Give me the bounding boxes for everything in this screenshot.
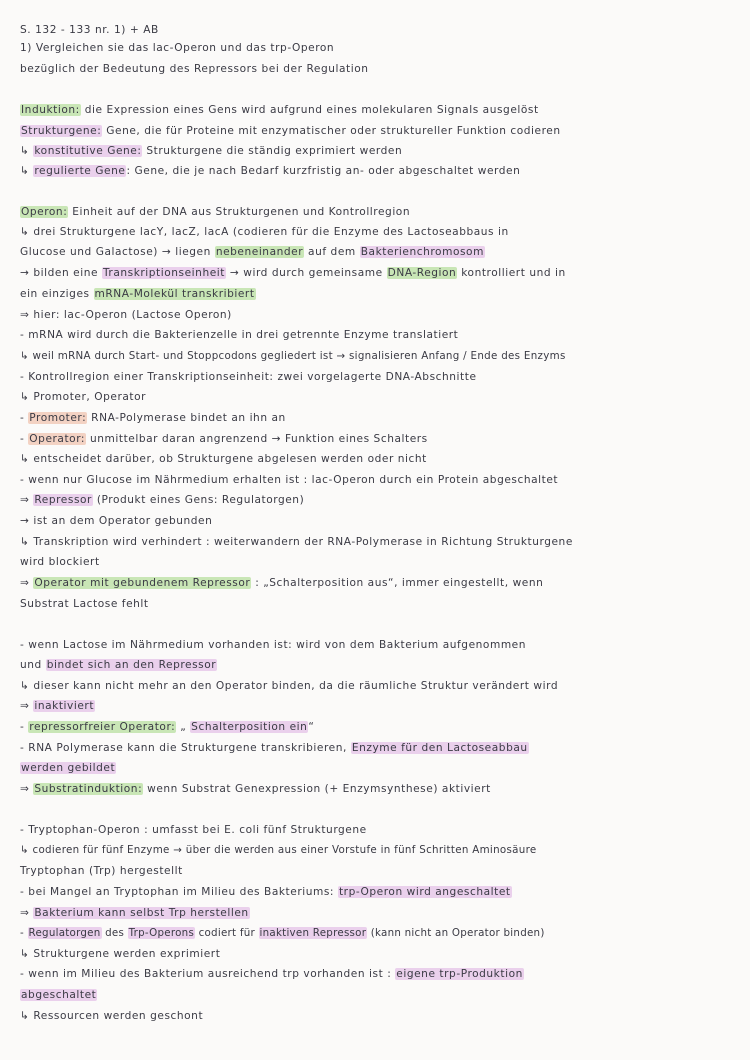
note-line: ↳ codieren für fünf Enzyme → über die werden aus einer Vorstufe in fünf Schritten Aminosäure xyxy=(20,844,537,856)
note-line: abgeschaltet xyxy=(21,989,97,1001)
note-line: ↳ Transkription wird verhindert : weiterwandern der RNA-Polymerase in Richtung Strukturgene xyxy=(20,536,573,548)
note-line: → ist an dem Operator gebunden xyxy=(20,515,213,527)
note-line: - Promoter: RNA-Polymerase bindet an ihn an xyxy=(20,412,286,424)
note-line: - RNA Polymerase kann die Strukturgene transkribieren, Enzyme für den Lactoseabbau xyxy=(20,742,528,754)
note-line: ↳ weil mRNA durch Start- und Stoppcodons gegliedert ist → signalisieren Anfang / Ende des Enzyms xyxy=(20,350,566,362)
note-line: - Tryptophan-Operon : umfasst bei E. coli fünf Strukturgene xyxy=(20,824,367,836)
note-line: - wenn Lactose im Nährmedium vorhanden ist: wird von dem Bakterium aufgenommen xyxy=(20,639,527,651)
note-line: und bindet sich an den Repressor xyxy=(20,659,217,671)
note-line: ⇒ inaktiviert xyxy=(20,700,95,712)
note-line: ⇒ Bakterium kann selbst Trp herstellen xyxy=(20,907,249,919)
note-line: - bei Mangel an Tryptophan im Milieu des Bakteriums: trp-Operon wird angeschaltet xyxy=(20,886,511,898)
note-line: Glucose und Galactose) → liegen nebeneinander auf dem Bakterienchromosom xyxy=(20,246,484,258)
note-line: ↳ Strukturgene werden exprimiert xyxy=(20,948,221,960)
task-line: 1) Vergleichen sie das lac-Operon und das trp-Operon xyxy=(20,42,335,54)
note-line: ⇒ hier: lac-Operon (Lactose Operon) xyxy=(20,309,232,321)
note-line: werden gebildet xyxy=(21,762,116,774)
note-line: ⇒ Operator mit gebundenem Repressor : „Schalterposition aus“, immer eingestellt, wenn xyxy=(20,577,544,589)
definition-induktion: Induktion: die Expression eines Gens wird aufgrund eines molekularen Signals ausgelöst xyxy=(21,104,539,116)
note-line: ↳ Ressourcen werden geschont xyxy=(20,1010,204,1022)
note-line: Substrat Lactose fehlt xyxy=(20,598,149,610)
note-line: - repressorfreier Operator: „ Schalterposition ein“ xyxy=(20,721,315,733)
definition-operon: Operon: Einheit auf der DNA aus Strukturgenen und Kontrollregion xyxy=(21,206,411,218)
note-line: ein einziges mRNA-Molekül transkribiert xyxy=(20,288,255,300)
note-line: ↳ drei Strukturgene lacY, lacZ, lacA (codieren für die Enzyme des Lactoseabbaus in xyxy=(20,226,509,238)
note-line: ↳ konstitutive Gene: Strukturgene die ständig exprimiert werden xyxy=(20,145,403,157)
note-line: → bilden eine Transkriptionseinheit → wird durch gemeinsame DNA-Region kontrolliert und in xyxy=(20,267,566,279)
note-line: wird blockiert xyxy=(20,556,100,568)
note-line: - Regulatorgen des Trp-Operons codiert für inaktiven Repressor (kann nicht an Operator binden) xyxy=(20,927,545,939)
note-line: - Kontrollregion einer Transkriptionseinheit: zwei vorgelagerte DNA-Abschnitte xyxy=(20,371,477,383)
note-line: ↳ Promoter, Operator xyxy=(20,391,147,403)
note-line: ↳ regulierte Gene: Gene, die je nach Bedarf kurzfristig an- oder abgeschaltet werden xyxy=(20,165,521,177)
note-line: ⇒ Repressor (Produkt eines Gens: Regulatorgen) xyxy=(20,494,305,506)
note-line: - wenn nur Glucose im Nährmedium erhalten ist : lac-Operon durch ein Protein abgeschaltet xyxy=(20,474,559,486)
task-line: bezüglich der Bedeutung des Repressors bei der Regulation xyxy=(20,63,369,75)
note-line: - wenn im Milieu des Bakterium ausreichend trp vorhanden ist : eigene trp-Produktion xyxy=(20,968,523,980)
note-line: - mRNA wird durch die Bakterienzelle in drei getrennte Enzyme translatiert xyxy=(20,329,459,341)
note-line: Tryptophan (Trp) hergestellt xyxy=(20,865,183,877)
note-line: - Operator: unmittelbar daran angrenzend → Funktion eines Schalters xyxy=(20,433,428,445)
note-line: ↳ dieser kann nicht mehr an den Operator binden, da die räumliche Struktur verändert wird xyxy=(20,680,559,692)
definition-strukturgene: Strukturgene: Gene, die für Proteine mit enzymatischer oder struktureller Funktion codieren xyxy=(21,125,561,137)
note-line: ↳ entscheidet darüber, ob Strukturgene abgelesen werden oder nicht xyxy=(20,453,427,465)
note-line: ⇒ Substratinduktion: wenn Substrat Genexpression (+ Enzymsynthese) aktiviert xyxy=(20,783,491,795)
page-reference: S. 132 - 133 nr. 1) + AB xyxy=(20,24,159,36)
